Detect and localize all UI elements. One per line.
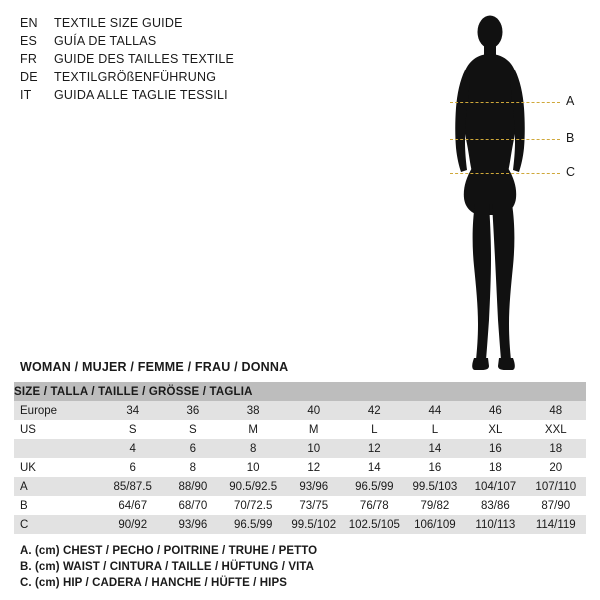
table-cell: 12 — [283, 458, 344, 477]
table-row — [14, 496, 586, 515]
table-cell: 8 — [223, 439, 284, 458]
language-text: TEXTILE SIZE GUIDE — [54, 16, 183, 30]
table-cell: 44 — [405, 401, 466, 420]
table-cell: 76/78 — [344, 496, 405, 515]
measure-label-c: C — [566, 165, 576, 179]
table-cell: 64/67 — [103, 496, 163, 515]
table-cell: L — [405, 420, 466, 439]
measure-line-chest — [450, 102, 560, 103]
size-table — [14, 382, 586, 534]
gender-title: WOMAN / MUJER / FEMME / FRAU / DONNA — [20, 360, 289, 374]
table-row — [14, 515, 586, 534]
table-cell: XL — [465, 420, 525, 439]
table-cell: 90/92 — [103, 515, 163, 534]
language-text: GUIDA ALLE TAGLIE TESSILI — [54, 88, 228, 102]
row-label — [14, 439, 103, 458]
table-cell: S — [163, 420, 223, 439]
table-cell: M — [283, 420, 344, 439]
table-cell: 6 — [103, 458, 163, 477]
language-row — [20, 52, 400, 70]
table-cell: 106/109 — [405, 515, 466, 534]
footnote-c: C. (cm) HIP / CADERA / HANCHE / HÜFTE / HIPS — [20, 577, 288, 589]
table-cell: S — [103, 420, 163, 439]
table-row — [14, 439, 586, 458]
table-cell: 14 — [405, 439, 466, 458]
row-label: UK — [14, 458, 103, 477]
table-cell: 46 — [465, 401, 525, 420]
row-label: C — [14, 515, 103, 534]
table-cell: 90.5/92.5 — [223, 477, 284, 496]
language-row — [20, 70, 400, 88]
table-cell: 79/82 — [405, 496, 466, 515]
language-code: ES — [20, 34, 38, 48]
language-row — [20, 16, 400, 34]
table-row — [14, 477, 586, 496]
language-code: EN — [20, 16, 38, 30]
row-label: US — [14, 420, 103, 439]
table-cell: 38 — [223, 401, 284, 420]
table-cell: 85/87.5 — [103, 477, 163, 496]
measure-line-hip — [450, 173, 560, 174]
table-cell: 104/107 — [465, 477, 525, 496]
size-table-wrap — [14, 382, 586, 534]
table-cell: 42 — [344, 401, 405, 420]
footnote-a: A. (cm) CHEST / PECHO / POITRINE / TRUHE / PETTO — [20, 545, 318, 557]
table-cell: L — [344, 420, 405, 439]
language-text: GUÍA DE TALLAS — [54, 34, 157, 48]
table-cell: 10 — [283, 439, 344, 458]
table-cell: 87/90 — [526, 496, 586, 515]
table-cell: 93/96 — [163, 515, 223, 534]
table-cell: 20 — [526, 458, 586, 477]
table-cell: 18 — [465, 458, 525, 477]
table-cell: 99.5/102 — [283, 515, 344, 534]
body-figure — [420, 8, 590, 373]
table-cell: 18 — [526, 439, 586, 458]
table-cell: 14 — [344, 458, 405, 477]
language-code: IT — [20, 88, 32, 102]
table-cell: 99.5/103 — [405, 477, 466, 496]
table-cell: 36 — [163, 401, 223, 420]
table-cell: 40 — [283, 401, 344, 420]
table-cell: 6 — [163, 439, 223, 458]
table-cell: 8 — [163, 458, 223, 477]
row-label: B — [14, 496, 103, 515]
table-cell: 12 — [344, 439, 405, 458]
table-cell: 107/110 — [526, 477, 586, 496]
table-cell: 102.5/105 — [344, 515, 405, 534]
table-cell: 114/119 — [526, 515, 586, 534]
female-silhouette-icon — [420, 8, 590, 373]
table-cell: 83/86 — [465, 496, 525, 515]
table-cell: 4 — [103, 439, 163, 458]
language-code: FR — [20, 52, 38, 66]
row-label: Europe — [14, 401, 103, 420]
table-row — [14, 458, 586, 477]
table-row — [14, 401, 586, 420]
table-cell: 16 — [465, 439, 525, 458]
table-cell: 93/96 — [283, 477, 344, 496]
table-cell: 34 — [103, 401, 163, 420]
table-cell: 73/75 — [283, 496, 344, 515]
measure-label-b: B — [566, 131, 575, 145]
table-header-row — [14, 382, 586, 401]
table-cell: 88/90 — [163, 477, 223, 496]
language-row — [20, 88, 400, 106]
table-cell: 68/70 — [163, 496, 223, 515]
table-cell: XXL — [526, 420, 586, 439]
table-cell: 96.5/99 — [344, 477, 405, 496]
measure-line-waist — [450, 139, 560, 140]
language-code: DE — [20, 70, 38, 84]
language-row — [20, 34, 400, 52]
language-text: TEXTILGRÖßENFÜHRUNG — [54, 70, 217, 84]
table-cell: M — [223, 420, 284, 439]
language-text: GUIDE DES TAILLES TEXTILE — [54, 52, 235, 66]
table-cell: 96.5/99 — [223, 515, 284, 534]
measure-label-a: A — [566, 94, 575, 108]
footnote-b: B. (cm) WAIST / CINTURA / TAILLE / HÜFTUNG / VITA — [20, 561, 315, 573]
table-cell: 70/72.5 — [223, 496, 284, 515]
table-cell: 48 — [526, 401, 586, 420]
footnote-list — [20, 543, 317, 591]
table-cell: 110/113 — [465, 515, 525, 534]
table-header-cell: SIZE / TALLA / TAILLE / GRÖSSE / TAGLIA — [14, 382, 586, 401]
row-label: A — [14, 477, 103, 496]
table-row — [14, 420, 586, 439]
table-cell: 10 — [223, 458, 284, 477]
table-cell: 16 — [405, 458, 466, 477]
language-list — [20, 16, 400, 106]
